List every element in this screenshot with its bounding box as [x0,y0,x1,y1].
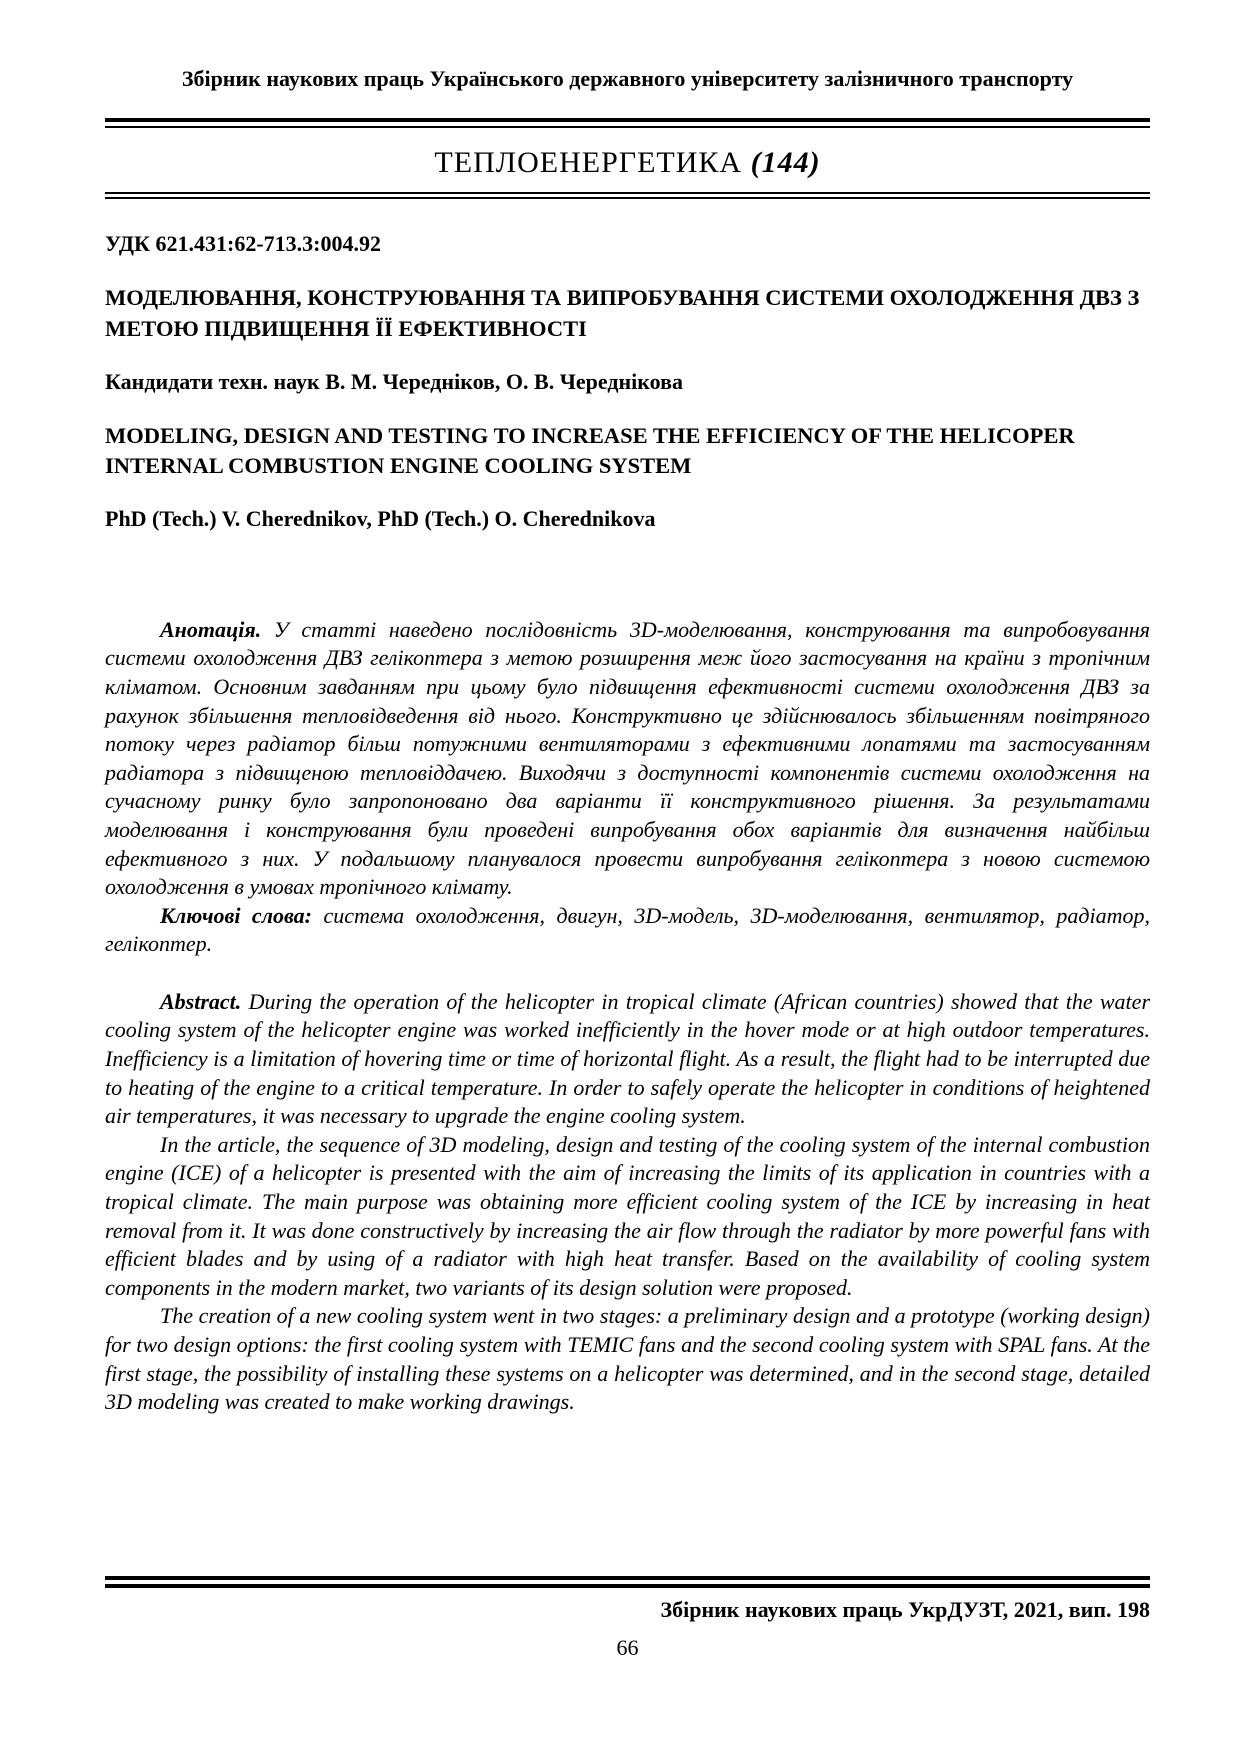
keywords-text: система охолодження, двигун, 3D-модель, 3D-моделювання, вентилятор, радіатор, гелікоптер. [105,902,1151,957]
footer-journal-ref: Збірник наукових праць УкрДУЗТ, 2021, вип. 198 [660,1597,1150,1622]
abstract-paragraph-1 [105,988,1150,1131]
abstract-text-1: During the operation of the helicopter in tropical climate (African countries) showed that the water cooling system of the helicopter engine was worked inefficiently in the hover mode or at high outdoor temperatures. Inefficiency is a limitation of hovering time or time of horizontal flight. As a result, the flight had to be interrupted due to heating of the engine to a critical temperature. In order to safely operate the helicopter in conditions of heightened air temperatures, it was necessary to upgrade the engine cooling system. [105,988,1151,1129]
section-issue-number: (144) [750,146,821,180]
abstract-paragraph-3: The creation of a new cooling system went in two stages: a preliminary design and a prototype (working design) for two design options: the first cooling system with TEMIC fans and the second cooling system with SPAL fans. At the first stage, the possibility of installing these systems on a helicopter was determined, and in the second stage, detailed 3D modeling was created to make working drawings. [105,1303,1150,1415]
section-title [105,146,1150,180]
journal-header: Збірник наукових праць Українського державного університету залізничного транспорту [181,66,1074,91]
section-divider [105,192,1150,199]
udc-code: УДК 621.431:62-713.3:004.92 [105,231,381,257]
authors-en: PhD (Tech.) V. Cherednikov, PhD (Tech.) O. Cherednikova [105,505,656,531]
page-number: 66 [616,1635,639,1660]
article-title-en: MODELING, DESIGN AND TESTING TO INCREASE THE EFFICIENCY OF THE HELICOPER INTERNAL COMBUSTION ENGINE COOLING SYSTEM [105,422,1075,479]
abstract-paragraph-2: In the article, the sequence of 3D modeling, design and testing of the cooling system of the internal combustion engine (ICE) of a helicopter is presented with the aim of increasing the limits of its application in countries with a tropical climate. The main purpose was obtaining more efficient cooling system of the ICE by increasing in heat removal from it. It was done constructively by increasing the air flow through the radiator by more powerful fans with efficient blades and by using of a radiator with high heat transfer. Based on the availability of cooling system components in the modern market, two variants of its design solution were proposed. [105,1131,1150,1300]
page-footer [105,1576,1150,1661]
authors-uk: Кандидати техн. наук В. М. Чередніков, О. В. Череднікова [105,368,683,394]
keywords-label: Ключові слова: [160,902,312,928]
annotation-paragraph [105,616,1150,902]
article-title-uk: МОДЕЛЮВАННЯ, КОНСТРУЮВАННЯ ТА ВИПРОБУВАННЯ СИСТЕМИ ОХОЛОДЖЕННЯ ДВЗ З МЕТОЮ ПІДВИЩЕННЯ ЇЇ ЕФЕКТИВНОСТІ [105,285,1140,341]
header-divider [105,118,1150,128]
annotation-text: У статті наведено послідовність 3D-моделювання, конструювання та випробовування системи охолодження ДВЗ гелікоптера з метою розширення меж його застосування на країни з тропічним кліматом. Основним завданням при цьому було підвищення ефективності системи охолодження ДВЗ за рахунок збільшення тепловідведення від нього. Конструктивно це здійснювалось збільшенням повітряного потоку через радіатор більш потужними вентиляторами з ефективними лопатями та застосуванням радіатора з підвищеною тепловіддачею. Виходячи з доступності компонентів системи охолодження на сучасному ринку було запропоновано два варіанти її конструктивного рішення. За результатами моделювання і конструювання були проведені випробування обох варіантів для визначення найбільш ефективного з них. У подальшому планувалося провести випробування гелікоптера з новою системою охолодження в умовах тропічного клімату. [105,616,1151,900]
annotation-block [105,616,1150,959]
footer-divider [105,1576,1150,1588]
section-title-text: ТЕПЛОЕНЕРГЕТИКА [434,146,743,180]
abstract-block [105,988,1150,1417]
annotation-label: Анотація. [160,616,262,642]
keywords-paragraph [105,902,1150,959]
abstract-label: Abstract. [160,988,242,1014]
